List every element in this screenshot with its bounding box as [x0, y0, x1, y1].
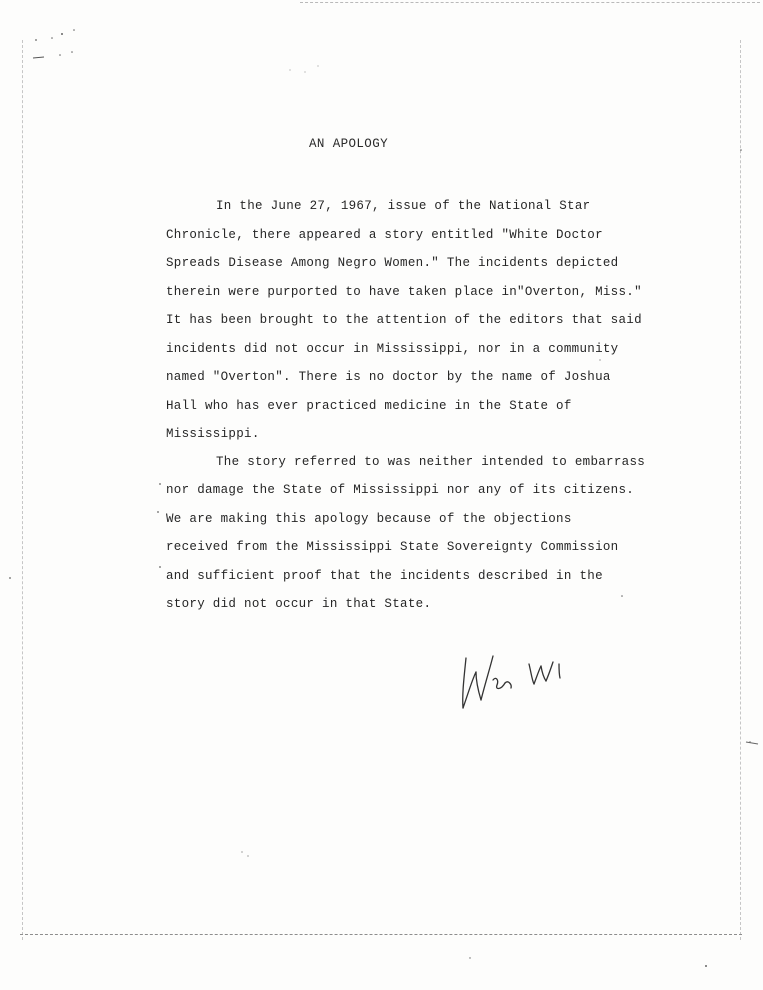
paragraph-1-line: Spreads Disease Among Negro Women." The incidents depicted [166, 256, 619, 270]
scan-edge-bottom [20, 934, 742, 935]
scan-edge-left [22, 40, 23, 940]
paragraph-2-line: received from the Mississippi State Sovereignty Commission [166, 540, 619, 554]
scan-edge-right [740, 40, 741, 940]
document-body [166, 192, 696, 619]
paragraph-1-line: Chronicle, there appeared a story entitled "White Doctor [166, 227, 603, 242]
handwritten-initials [456, 650, 576, 720]
paragraph-1-line: In the June 27, 1967, issue of the National Star [216, 199, 591, 213]
paragraph-1-line: Hall who has ever practiced medicine in the State of [166, 398, 572, 413]
paragraph-2-line: The story referred to was neither intended to embarrass [216, 454, 646, 469]
paragraph-2 [166, 448, 696, 619]
paragraph-1-line: Mississippi. [166, 427, 260, 441]
paragraph-1-line: It has been brought to the attention of the editors that said [166, 313, 642, 327]
paragraph-2-line: We are making this apology because of the objections [166, 511, 572, 526]
paragraph-2-line: and sufficient proof that the incidents described in the [166, 568, 603, 583]
paragraph-1-line: therein were purported to have taken place in"Overton, Miss." [166, 284, 642, 299]
paragraph-1-line: incidents did not occur in Mississippi, nor in a community [166, 341, 619, 356]
scan-edge-top [300, 2, 760, 3]
document-title: AN APOLOGY [309, 137, 389, 151]
paragraph-2-line: story did not occur in that State. [166, 597, 432, 611]
paragraph-1 [166, 192, 696, 449]
paragraph-2-line: nor damage the State of Mississippi nor any of its citizens. [166, 483, 635, 497]
paragraph-1-line: named "Overton". There is no doctor by the name of Joshua [166, 370, 611, 384]
